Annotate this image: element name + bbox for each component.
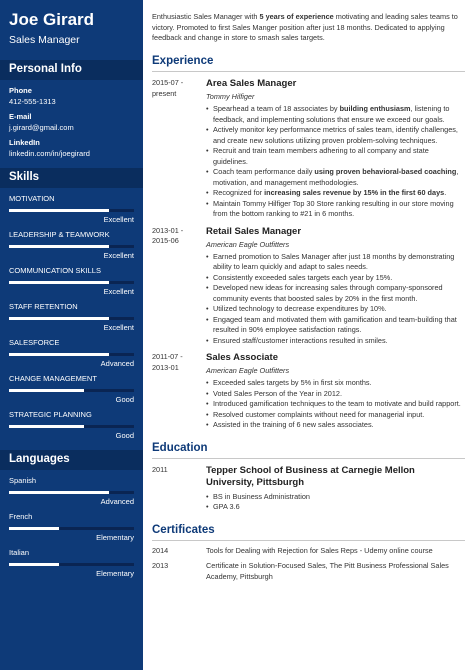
skill-bar xyxy=(9,353,134,356)
bullet-text: Coach team performance daily xyxy=(213,167,315,177)
job-bullets xyxy=(206,104,465,220)
certificate-entry xyxy=(152,561,465,582)
skill-item xyxy=(0,476,143,506)
skill-bar-fill xyxy=(9,389,84,392)
bullet-text: Earned promotion to Sales Manager after just 18 months by demonstrating ability to learn quickly and adapt to sales needs. xyxy=(213,251,455,272)
job-body xyxy=(206,352,465,431)
job-bullet xyxy=(206,188,465,199)
job-bullet xyxy=(206,104,465,125)
skill-level: Good xyxy=(115,395,134,404)
skills-list xyxy=(0,194,143,440)
skill-bar-fill xyxy=(9,281,109,284)
certificate-text: Certificate in Solution-Focused Sales, The Pitt Business Professional Sales Academy, Pittsburgh xyxy=(206,561,449,581)
bullet-text: Developed new ideas for increasing sales through company-sponsored community events that boosted sales by 20% in the first month. xyxy=(213,283,443,303)
education-details xyxy=(206,492,465,513)
bullet-text-end: , listening to feedback, and implementing solutions that ensure we exceed our goals. xyxy=(213,104,450,124)
summary-text: Enthusiastic Sales Manager with xyxy=(152,12,260,21)
job-bullet xyxy=(206,167,465,188)
candidate-name: Joe Girard xyxy=(9,10,95,29)
job-company: American Eagle Outfitters xyxy=(206,239,290,249)
job-date xyxy=(152,78,206,220)
summary-text-end: motivating and leading sales teams to victory. Promoted to first Sales Manger position after just 18 months. Dedicated to applying feedback and change in store to smash sales targets. xyxy=(152,12,458,43)
bullet-text: Resolved customer complaints without need for managerial input. xyxy=(213,409,425,419)
skill-level: Excellent xyxy=(103,287,134,296)
bullet-text-end: , motivation, and management methodologies. xyxy=(213,167,459,187)
phone-label: Phone xyxy=(9,86,32,95)
email-value: j.girard@gmail.com xyxy=(9,123,74,132)
certificate-date: 2013 xyxy=(152,561,169,571)
job-company: American Eagle Outfitters xyxy=(206,366,290,376)
skill-bar-fill xyxy=(9,245,109,248)
experience-list xyxy=(152,78,465,431)
skill-item xyxy=(0,266,143,296)
education-school: Tepper School of Business at Carnegie Mellon University, Pittsburgh xyxy=(206,464,415,488)
bullet-text: Engaged team and motivated them with gamification and team-building that resulted in 90% employee satisfaction ratings. xyxy=(213,314,457,335)
skill-name: Italian xyxy=(9,548,30,557)
skill-name: French xyxy=(9,512,33,521)
job-bullet xyxy=(206,389,465,400)
job-bullets xyxy=(206,378,465,431)
skill-name: Spanish xyxy=(9,476,37,485)
job-body xyxy=(206,226,465,347)
skill-name: MOTIVATION xyxy=(9,194,55,203)
job-date-end: 2015-06 xyxy=(152,236,179,246)
job-bullet xyxy=(206,304,465,315)
job-bullet xyxy=(206,146,465,167)
job-entry xyxy=(152,352,465,431)
skill-item xyxy=(0,548,143,578)
phone-value: 412-555-1313 xyxy=(9,97,56,106)
job-date-end: present xyxy=(152,88,177,98)
skill-bar-fill xyxy=(9,209,109,212)
skill-item xyxy=(0,338,143,368)
skill-level: Elementary xyxy=(96,569,134,578)
skill-bar-fill xyxy=(9,563,59,566)
job-entry xyxy=(152,226,465,347)
job-company: Tommy Hilfiger xyxy=(206,92,255,102)
job-date xyxy=(152,352,206,431)
skill-name: STRATEGIC PLANNING xyxy=(9,410,92,419)
skill-bar xyxy=(9,491,134,494)
skill-name: SALESFORCE xyxy=(9,338,60,347)
skill-level: Excellent xyxy=(103,251,134,260)
skill-item xyxy=(0,374,143,404)
bullet-text: Ensured staff/customer interactions resulted in smiles. xyxy=(213,335,388,345)
skills-heading: Skills xyxy=(0,168,143,188)
bullet-text: Assisted in the training of 6 new sales associates. xyxy=(213,420,374,430)
skill-name: LEADERSHIP & TEAMWORK xyxy=(9,230,110,239)
skill-item xyxy=(0,410,143,440)
skill-item xyxy=(0,512,143,542)
job-bullet xyxy=(206,199,465,220)
bullet-text: Maintain Tommy Hilfiger Top 30 Store ranking resulting in our store moving from the bottom ranking to #21 in 6 months. xyxy=(213,198,454,219)
job-bullet xyxy=(206,283,465,304)
job-bullet xyxy=(206,315,465,336)
main-content xyxy=(143,0,474,670)
summary-bold: 5 years of experience xyxy=(259,12,334,21)
skill-bar-fill xyxy=(9,353,109,356)
summary xyxy=(152,0,465,44)
bullet-text: Introduced gamification techniques to the team to motivate and build rapport. xyxy=(213,399,461,409)
education-date: 2011 xyxy=(152,464,168,474)
skill-bar xyxy=(9,563,134,566)
certificate-entry xyxy=(152,546,465,557)
sidebar xyxy=(0,0,143,670)
job-body xyxy=(206,78,465,220)
skill-level: Elementary xyxy=(96,533,134,542)
job-role: Retail Sales Manager xyxy=(206,225,302,237)
job-date xyxy=(152,226,206,347)
bullet-text: Exceeded sales targets by 5% in first six months. xyxy=(213,378,372,388)
bullet-bold: building enthusiasm xyxy=(339,104,411,114)
languages-list xyxy=(0,476,143,578)
bullet-text: Recruit and train team members adhering to all company and state guidelines. xyxy=(213,146,429,166)
personal-info-heading: Personal Info xyxy=(0,60,143,80)
candidate-title: Sales Manager xyxy=(9,34,80,46)
skill-bar xyxy=(9,527,134,530)
education-heading: Education xyxy=(152,439,465,459)
skill-bar xyxy=(9,425,134,428)
skill-item xyxy=(0,230,143,260)
skill-bar-fill xyxy=(9,317,109,320)
job-role: Sales Associate xyxy=(206,352,278,364)
skill-item xyxy=(0,302,143,332)
bullet-bold: using proven behavioral-based coaching xyxy=(314,167,457,177)
job-role: Area Sales Manager xyxy=(206,78,297,90)
job-date-end: 2013-01 xyxy=(152,362,179,372)
job-bullet xyxy=(206,378,465,389)
skill-bar xyxy=(9,317,134,320)
skill-level: Excellent xyxy=(103,323,134,332)
skill-name: CHANGE MANAGEMENT xyxy=(9,374,97,383)
education-detail: • BS in Business Administration xyxy=(206,492,465,503)
job-bullet xyxy=(206,410,465,421)
bullet-text: Actively monitor key performance metrics of sales team, identify challenges, and create new solutions utilizing proven problem-solving techniques. xyxy=(213,125,458,145)
bullet-text: Recognized for xyxy=(213,188,265,198)
job-date-start: 2013-01 - xyxy=(152,225,184,235)
job-bullet xyxy=(206,125,465,146)
skill-bar xyxy=(9,281,134,284)
certificates-heading: Certificates xyxy=(152,521,465,541)
certificate-text: Tools for Dealing with Rejection for Sales Reps - Udemy online course xyxy=(206,545,433,555)
education-detail: • GPA 3.6 xyxy=(206,502,465,513)
job-date-start: 2011-07 - xyxy=(152,352,183,362)
skill-level: Excellent xyxy=(103,215,134,224)
job-bullet xyxy=(206,399,465,410)
email-label: E-mail xyxy=(9,112,32,121)
skill-level: Advanced xyxy=(100,497,134,506)
education-entry xyxy=(152,465,465,513)
skill-bar-fill xyxy=(9,425,84,428)
skill-bar xyxy=(9,245,134,248)
skill-name: COMMUNICATION SKILLS xyxy=(9,266,101,275)
skill-bar xyxy=(9,389,134,392)
job-bullet xyxy=(206,252,465,273)
linkedin-label: LinkedIn xyxy=(9,138,40,147)
bullet-text: Voted Sales Person of the Year in 2012. xyxy=(213,388,343,398)
bullet-bold: increasing sales revenue by 15% in the first 60 days xyxy=(264,188,445,198)
certificate-date: 2014 xyxy=(152,545,169,555)
job-bullet xyxy=(206,273,465,284)
skill-name: STAFF RETENTION xyxy=(9,302,78,311)
job-date-start: 2015-07 - xyxy=(152,78,184,88)
skill-level: Advanced xyxy=(100,359,134,368)
skill-level: Good xyxy=(115,431,134,440)
skill-bar xyxy=(9,209,134,212)
bullet-text: Spearhead a team of 18 associates by xyxy=(213,104,340,114)
skill-item xyxy=(0,194,143,224)
bullet-text-end: . xyxy=(444,188,447,198)
job-bullets xyxy=(206,252,465,347)
bullet-text: Utilized technology to decrease expenditures by 10%. xyxy=(213,304,387,314)
languages-heading: Languages xyxy=(0,450,143,470)
certificates-list xyxy=(152,546,465,583)
skill-bar-fill xyxy=(9,527,59,530)
job-bullet xyxy=(206,420,465,431)
job-bullet xyxy=(206,336,465,347)
skill-bar-fill xyxy=(9,491,109,494)
bullet-text: Consistently exceeded sales targets each year by 15%. xyxy=(213,272,393,282)
linkedin-value: linkedin.com/in/joegirard xyxy=(9,149,90,158)
job-entry xyxy=(152,78,465,220)
experience-heading: Experience xyxy=(152,52,465,72)
